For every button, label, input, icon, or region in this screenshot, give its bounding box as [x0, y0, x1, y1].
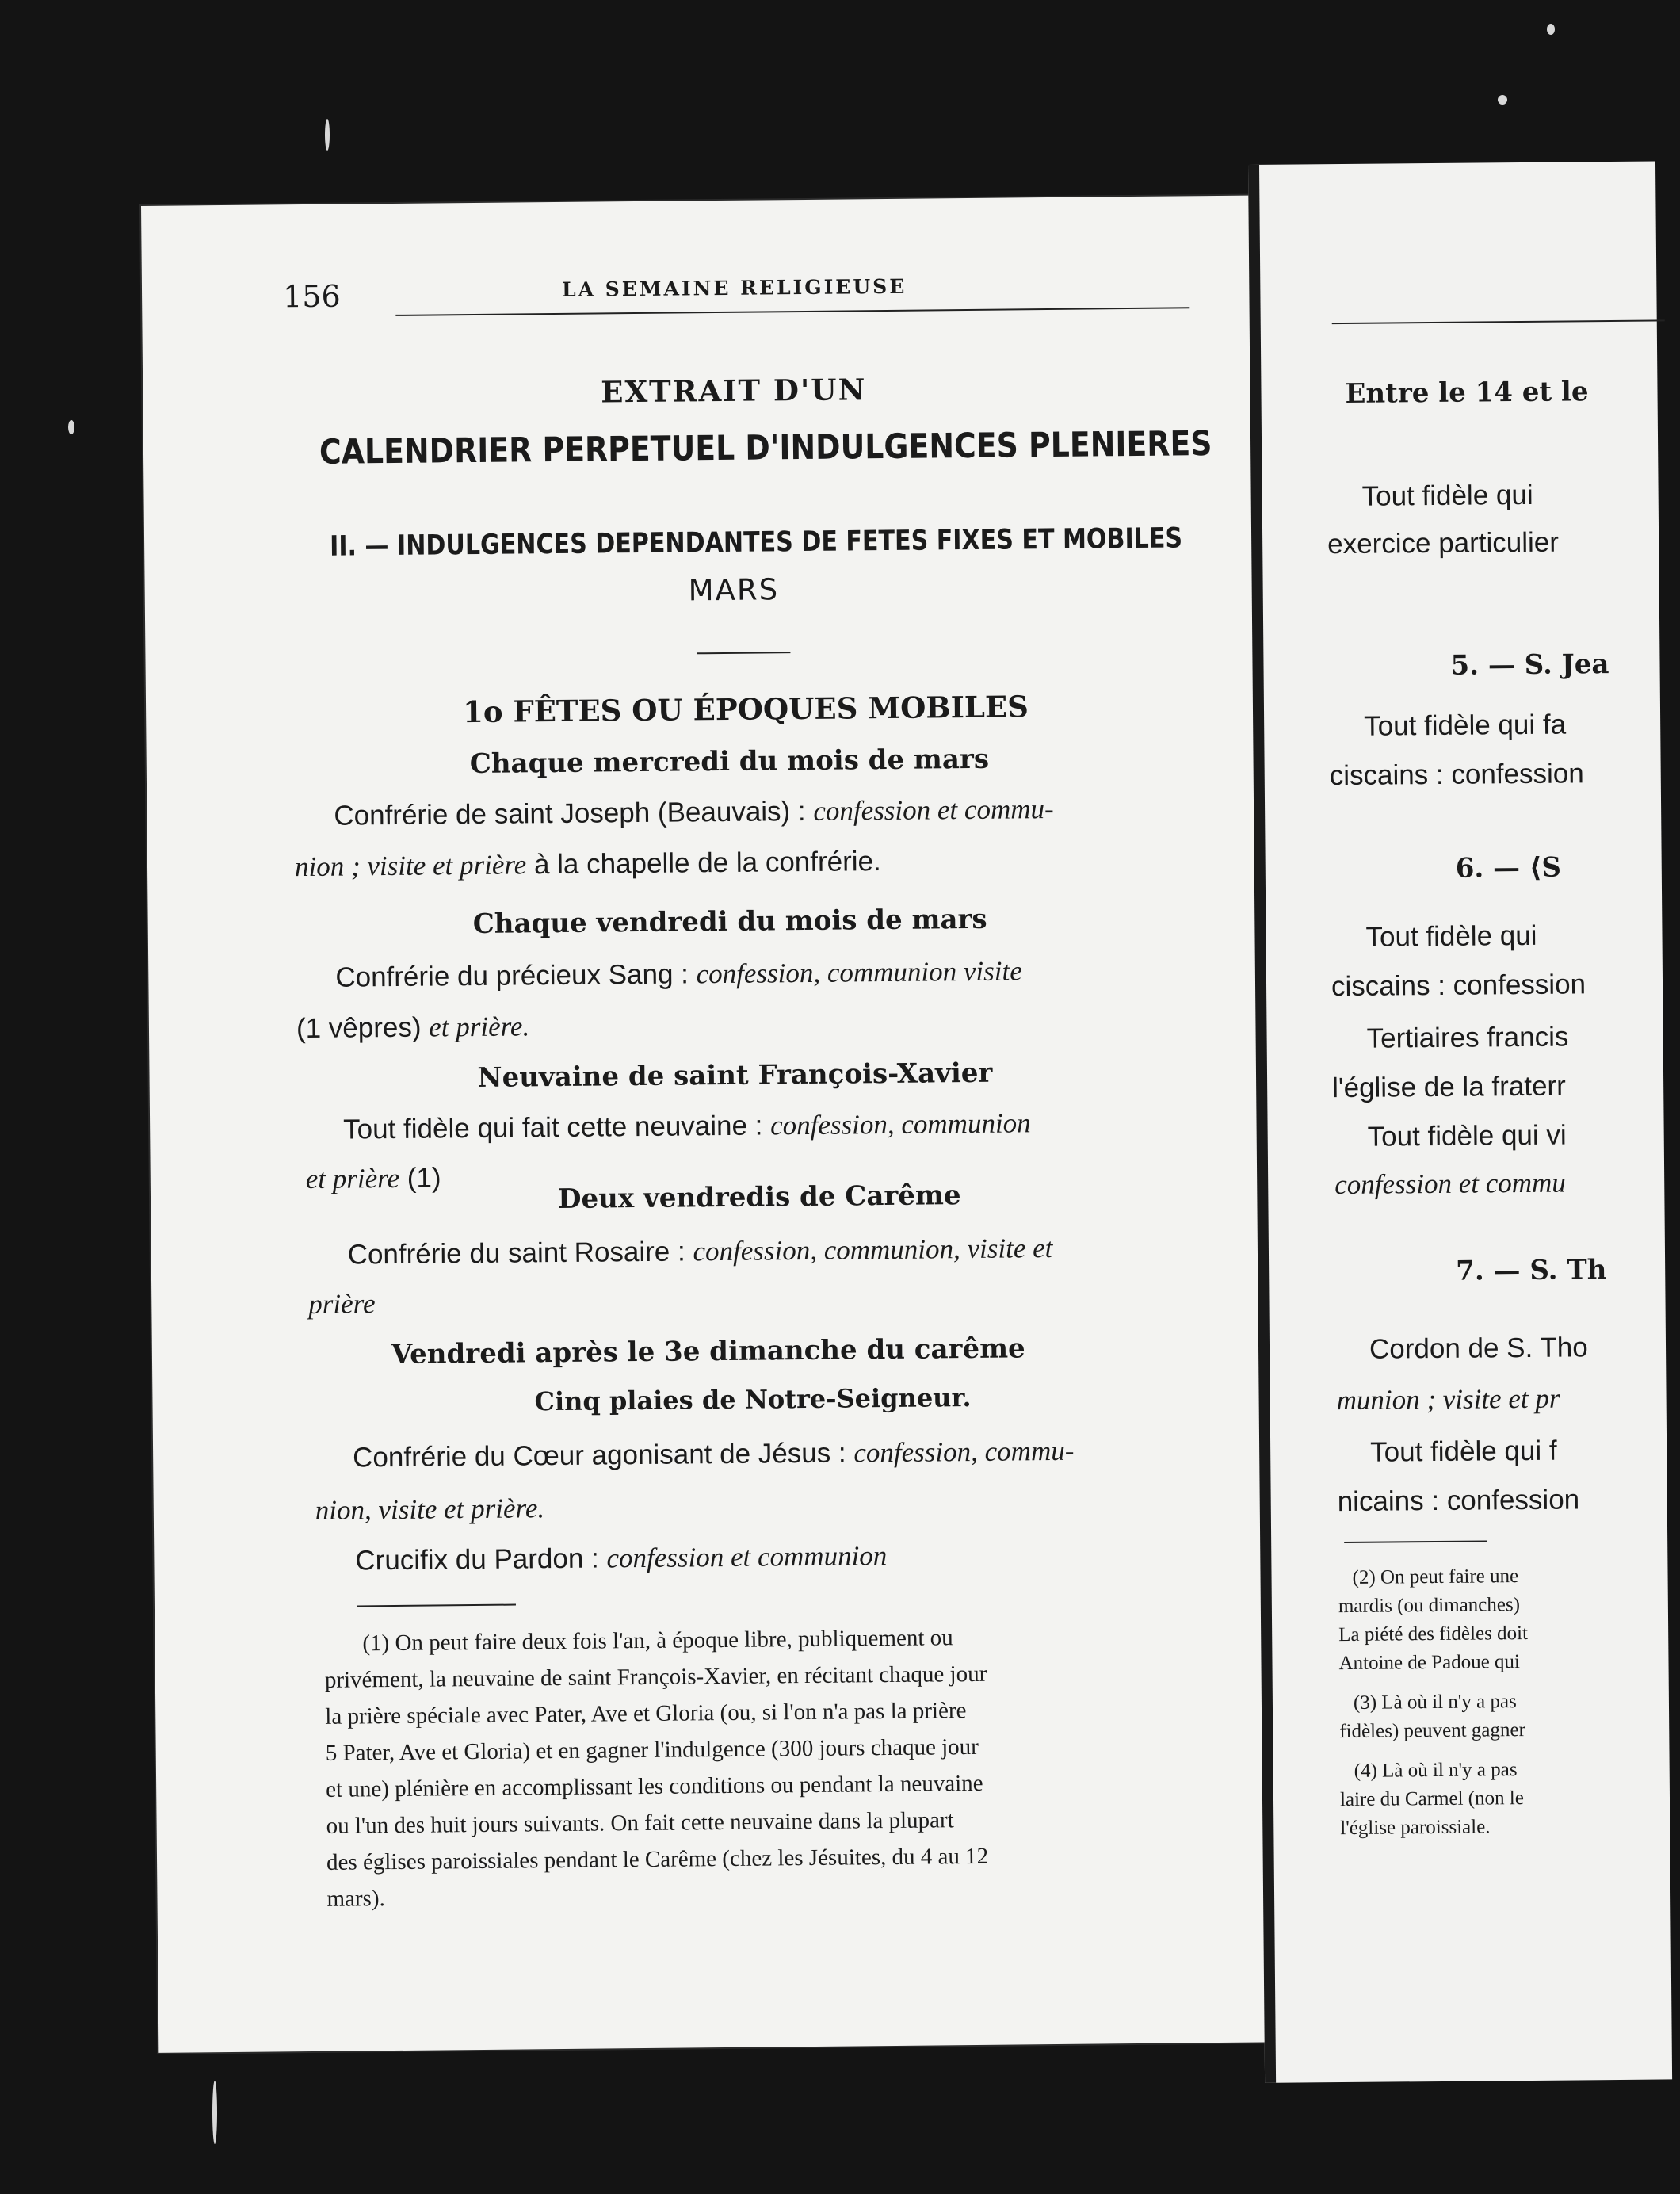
- running-head: LA SEMAINE RELIGIEUSE: [561, 274, 907, 301]
- footnote-line: des églises paroissiales pendant le Carême (chez les Jésuites, du 4 au 12: [326, 1843, 989, 1875]
- entry-crucifix: Crucifix du Pardon : confession et communion: [355, 1540, 888, 1577]
- calendar-title: CALENDRIER PERPETUEL D'INDULGENCES PLENIERES: [319, 424, 1212, 472]
- right-page: [1248, 162, 1672, 2083]
- right-line: Tout fidèle qui fa: [1364, 709, 1567, 742]
- extrait-heading: EXTRAIT D'UN: [601, 372, 867, 410]
- right-note-line: laire du Carmel (non le: [1339, 1787, 1524, 1811]
- right-line: ciscains : confession: [1331, 969, 1586, 1003]
- section-heading: II. — INDULGENCES DEPENDANTES DE FETES FIXES ET MOBILES: [329, 522, 1183, 563]
- right-heading: Entre le 14 et le: [1345, 376, 1589, 410]
- right-heading: 6. — ⟨S: [1455, 851, 1562, 885]
- dust-speck: [212, 2081, 217, 2144]
- dust-speck: [1547, 24, 1555, 35]
- footnote-line: mars).: [326, 1886, 385, 1912]
- footnote-rule: [1344, 1540, 1487, 1543]
- right-note-line: (3) Là où il n'y a pas: [1353, 1691, 1517, 1714]
- header-rule: [1332, 319, 1665, 324]
- right-note-line: Antoine de Padoue qui: [1338, 1651, 1521, 1675]
- right-line: ciscains : confession: [1329, 758, 1584, 792]
- footnote-line: la prière spéciale avec Pater, Ave et Gloria (ou, si l'on n'a pas la prière: [325, 1698, 967, 1730]
- month-heading: MARS: [688, 572, 780, 608]
- footnote-line: 5 Pater, Ave et Gloria) et en gagner l'indulgence (300 jours chaque jour: [325, 1733, 979, 1766]
- heading-mercredi: Chaque mercredi du mois de mars: [469, 743, 990, 781]
- right-heading: 7. — S. Th: [1456, 1254, 1607, 1287]
- entry-plaies-line2: nion, visite et prière.: [315, 1493, 545, 1526]
- entry-mercredi-line1: Confrérie de saint Joseph (Beauvais) : confession et commu-: [334, 793, 1054, 831]
- heading-vendredi: Chaque vendredi du mois de mars: [472, 903, 987, 941]
- entry-careme-line1: Confrérie du saint Rosaire : confession, communion, visite et: [347, 1233, 1053, 1271]
- entry-neuvaine-line1: Tout fidèle qui fait cette neuvaine : confession, communion: [343, 1107, 1031, 1145]
- footnote-rule: [357, 1604, 516, 1607]
- right-note-line: La piété des fidèles doit: [1338, 1622, 1529, 1646]
- right-line: Tout fidèle qui vi: [1367, 1119, 1567, 1152]
- entry-vendredi-line1: Confrérie du précieux Sang : confession, communion visite: [335, 955, 1022, 993]
- right-line: munion ; visite et pr: [1336, 1382, 1560, 1416]
- right-line: confession et commu: [1334, 1167, 1567, 1201]
- footnote-line: (1) On peut faire deux fois l'an, à époque libre, publiquement ou: [362, 1625, 953, 1657]
- heading-neuvaine: Neuvaine de saint François-Xavier: [477, 1057, 993, 1094]
- subsection-heading: 1o FÊTES OU ÉPOQUES MOBILES: [462, 689, 1029, 730]
- heading-cinq-plaies: Cinq plaies de Notre-Seigneur.: [534, 1382, 972, 1417]
- right-heading: 5. — S. Jea: [1450, 648, 1609, 682]
- section-rule: [697, 652, 790, 654]
- left-page: [141, 195, 1284, 2053]
- right-note-line: l'église paroissiale.: [1340, 1816, 1491, 1840]
- page-number: 156: [282, 278, 341, 315]
- heading-troisieme-dimanche: Vendredi après le 3e dimanche du carême: [391, 1332, 1025, 1371]
- right-line: Tout fidèle qui: [1361, 479, 1533, 512]
- entry-vendredi-line2: (1 vêpres) et prière.: [296, 1011, 530, 1045]
- right-line: Tout fidèle qui: [1365, 919, 1537, 953]
- right-line: exercice particulier: [1327, 526, 1560, 560]
- dust-speck: [325, 119, 330, 151]
- header-rule: [395, 307, 1189, 316]
- right-line: nicains : confession: [1337, 1484, 1580, 1518]
- footnote-line: ou l'un des huit jours suivants. On fait cette neuvaine dans la plupart: [326, 1807, 954, 1839]
- right-note-line: fidèles) peuvent gagner: [1339, 1719, 1525, 1743]
- footnote-line: et une) plénière en accomplissant les conditions ou pendant la neuvaine: [326, 1770, 983, 1802]
- dust-speck: [1498, 95, 1507, 105]
- right-note-line: mardis (ou dimanches): [1338, 1594, 1521, 1618]
- right-line: l'église de la fraterr: [1331, 1070, 1566, 1104]
- entry-neuvaine-line2: et prière (1): [305, 1162, 441, 1195]
- entry-mercredi-line2: nion ; visite et prière à la chapelle de la confrérie.: [294, 846, 881, 883]
- right-note-line: (2) On peut faire une: [1352, 1565, 1519, 1588]
- right-note-line: (4) Là où il n'y a pas: [1354, 1759, 1518, 1782]
- entry-plaies-line1: Confrérie du Cœur agonisant de Jésus : confession, commu-: [352, 1435, 1075, 1473]
- right-line: Tertiaires francis: [1366, 1021, 1569, 1054]
- heading-careme: Deux vendredis de Carême: [557, 1179, 961, 1216]
- footnote-line: privément, la neuvaine de saint François-Xavier, en récitant chaque jour: [324, 1661, 987, 1693]
- dust-speck: [68, 420, 74, 434]
- right-line: Cordon de S. Tho: [1369, 1332, 1588, 1365]
- right-line: Tout fidèle qui f: [1370, 1435, 1557, 1468]
- entry-careme-line2: prière: [308, 1288, 376, 1321]
